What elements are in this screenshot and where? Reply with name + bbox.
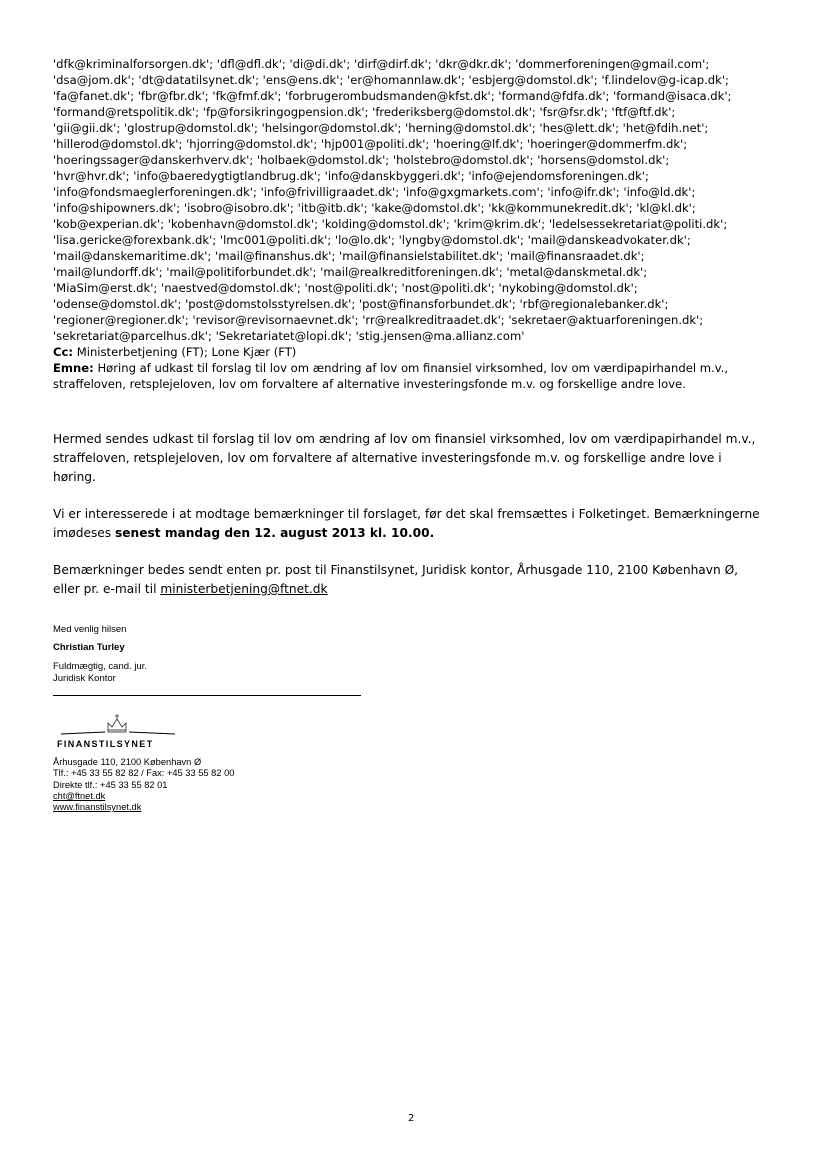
- subject-text-1: Høring af udkast til forslag til lov om ændring af lov om finansiel virksomhed, lov om værdipapirhandel m.v.,: [97, 361, 729, 375]
- page-number: 2: [408, 1113, 415, 1124]
- to-recipient-line: 'lisa.gericke@forexbank.dk'; 'lmc001@politi.dk'; 'lo@lo.dk'; 'lyngby@domstol.dk'; 'mail@danskeadvokater.dk';: [53, 233, 691, 247]
- to-recipient-line: 'hoeringssager@danskerhverv.dk'; 'holbaek@domstol.dk'; 'holstebro@domstol.dk'; 'horsens@domstol.dk';: [53, 153, 670, 167]
- cc-value: Ministerbetjening (FT); Lone Kjær (FT): [76, 345, 297, 359]
- deadline-paragraph: [53, 505, 773, 543]
- to-recipient-line: 'kob@experian.dk'; 'kobenhavn@domstol.dk'; 'kolding@domstol.dk'; 'krim@krim.dk'; 'ledelsessekretariat@politi.dk';: [53, 217, 728, 231]
- submission-line-2: [53, 580, 773, 599]
- intro-paragraph: [53, 430, 773, 487]
- to-recipient-line: 'info@shipowners.dk'; 'isobro@isobro.dk'; 'itb@itb.dk'; 'kake@domstol.dk'; 'kk@kommunekredit.dk'; 'kl@kl.dk';: [53, 201, 696, 215]
- to-recipient-line: 'mail@lundorff.dk'; 'mail@politiforbundet.dk'; 'mail@realkreditforeningen.dk'; 'metal@danskmetal.dk';: [53, 265, 648, 279]
- to-recipient-line: 'sekretariat@parcelhus.dk'; 'Sekretariatet@lopi.dk'; 'stig.jensen@ma.allianz.com': [53, 329, 525, 343]
- submission-paragraph: [53, 561, 773, 599]
- signer-title: Fuldmægtig, cand. jur.: [53, 661, 147, 672]
- to-recipient-line: 'dsa@jom.dk'; 'dt@datatilsynet.dk'; 'ens@ens.dk'; 'er@homannlaw.dk'; 'esbjerg@domstol.dk'; 'f.lindelov@g-icap.dk';: [53, 73, 729, 87]
- address-block: [53, 757, 234, 813]
- address-direct: Direkte tlf.: +45 33 55 82 01: [53, 779, 168, 790]
- deadline-prefix: imødeses: [53, 526, 116, 540]
- address-web-link[interactable]: www.finanstilsynet.dk: [53, 802, 142, 813]
- subject-line: [53, 360, 783, 376]
- signer-department: Juridisk Kontor: [53, 673, 116, 684]
- to-recipient-line: 'MiaSim@erst.dk'; 'naestved@domstol.dk'; 'nost@politi.dk'; 'nost@politi.dk'; 'nykobing@domstol.dk';: [53, 281, 638, 295]
- signature-divider: [53, 695, 361, 696]
- address-street: Århusgade 110, 2100 København Ø: [53, 757, 202, 767]
- signer-name: Christian Turley: [53, 642, 125, 653]
- intro-line-2: straffeloven, retsplejeloven, lov om forvaltere af alternative investeringsfonde m.v. og forskellige andre love i: [53, 451, 722, 465]
- deadline-date: senest mandag den 12. august 2013 kl. 10.00.: [115, 526, 435, 540]
- to-recipient-line: 'dfk@kriminalforsorgen.dk'; 'dfl@dfl.dk'; 'di@di.dk'; 'dirf@dirf.dk'; 'dkr@dkr.dk'; 'dommerforeningen@gmail.com';: [53, 57, 710, 71]
- subject-text-2: straffeloven, retsplejeloven, lov om forvaltere af alternative investeringsfonde m.v. og forskellige andre love.: [53, 377, 686, 391]
- email-link[interactable]: ministerbetjening@ftnet.dk: [160, 582, 328, 596]
- to-recipient-line: 'info@fondsmaeglerforeningen.dk'; 'info@frivilligraadet.dk'; 'info@gxgmarkets.com'; 'info@ifr.dk'; 'info@ld.dk';: [53, 185, 696, 199]
- to-recipient-line: 'formand@retspolitik.dk'; 'fp@forsikringogpension.dk'; 'frederiksberg@domstol.dk'; 'fsr@fsr.dk'; 'ftf@ftf.dk';: [53, 105, 676, 119]
- logo-wordmark: FINANSTILSYNET: [57, 739, 154, 749]
- greeting: Med venlig hilsen: [53, 624, 127, 635]
- deadline-line-1: Vi er interesserede i at modtage bemærkninger til forslaget, før det skal fremsættes i Folketinget. Bemærkningerne: [53, 507, 760, 521]
- to-recipient-line: 'fa@fanet.dk'; 'fbr@fbr.dk'; 'fk@fmf.dk'; 'forbrugerombudsmanden@kfst.dk'; 'formand@fdfa.dk'; 'formand@isaca.dk';: [53, 89, 732, 103]
- intro-line-1: Hermed sendes udkast til forslag til lov om ændring af lov om finansiel virksomhed, lov om værdipapirhandel m.v.,: [53, 432, 756, 446]
- intro-line-3: høring.: [53, 470, 96, 484]
- subject-label: Emne:: [53, 361, 94, 375]
- address-phone: Tlf.: +45 33 55 82 82 / Fax: +45 33 55 82 00: [53, 768, 235, 779]
- submission-line-1: Bemærkninger bedes sendt enten pr. post til Finanstilsynet, Juridisk kontor, Århusgade 110, 2100 København Ø,: [53, 563, 739, 577]
- submission-prefix: eller pr. e-mail til: [53, 582, 161, 596]
- to-recipient-line: 'hillerod@domstol.dk'; 'hjorring@domstol.dk'; 'hjp001@politi.dk'; 'hoering@lf.dk'; 'hoeringer@dommerfm.dk';: [53, 137, 688, 151]
- cc-line: [53, 344, 783, 360]
- to-recipient-list: [53, 56, 783, 344]
- recipients-block: [53, 56, 783, 392]
- to-recipient-line: 'odense@domstol.dk'; 'post@domstolsstyrelsen.dk'; 'post@finansforbundet.dk'; 'rbf@regionalebanker.dk';: [53, 297, 669, 311]
- cc-label: Cc:: [53, 345, 74, 359]
- to-recipient-line: 'regioner@regioner.dk'; 'revisor@revisornaevnet.dk'; 'rr@realkreditraadet.dk'; 'sekretaer@aktuarforeningen.dk';: [53, 313, 704, 327]
- address-email-link[interactable]: cht@ftnet.dk: [53, 790, 106, 801]
- to-recipient-line: 'hvr@hvr.dk'; 'info@baeredygtigtlandbrug.dk'; 'info@danskbyggeri.dk'; 'info@ejendomsforeningen.dk';: [53, 169, 649, 183]
- to-recipient-line: 'mail@danskemaritime.dk'; 'mail@finanshus.dk'; 'mail@finansielstabilitet.dk'; 'mail@finansraadet.dk';: [53, 249, 645, 263]
- deadline-line-2: [53, 524, 773, 543]
- to-recipient-line: 'gii@gii.dk'; 'glostrup@domstol.dk'; 'helsingor@domstol.dk'; 'herning@domstol.dk'; 'hes@lett.dk'; 'het@fdih.net';: [53, 121, 709, 135]
